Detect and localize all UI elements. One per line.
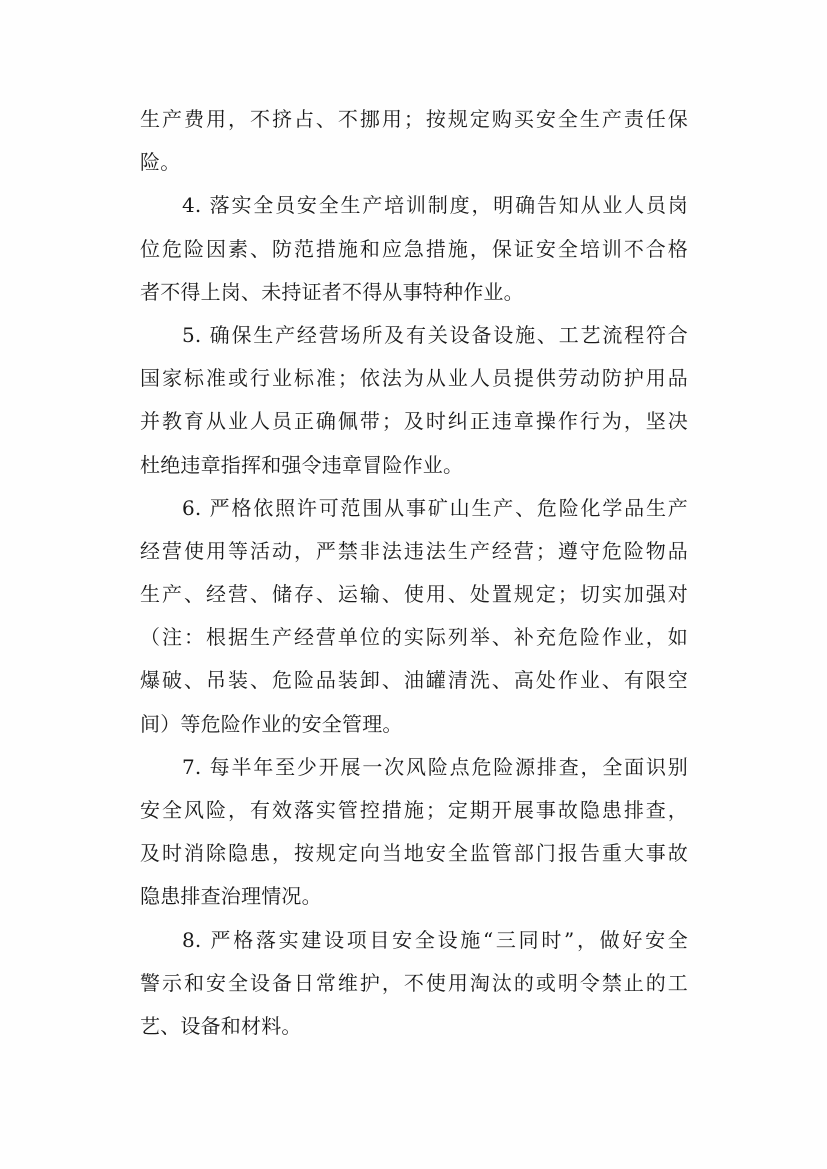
paragraph-line: 杜绝违章指挥和强令违章冒险作业。 bbox=[140, 452, 464, 477]
paragraph-line: 者不得上岗、未持证者不得从事特种作业。 bbox=[140, 279, 524, 304]
paragraph-line: 险。 bbox=[140, 150, 181, 175]
paragraph-line: 4. 落实全员安全生产培训制度，明确告知从业人员岗 bbox=[182, 193, 688, 218]
paragraph-line: 警示和安全设备日常维护，不使用淘汰的或明令禁止的工 bbox=[140, 970, 688, 995]
paragraph-item-8 bbox=[140, 919, 688, 1049]
paragraph-item-6 bbox=[140, 487, 688, 746]
paragraph-line: 国家标准或行业标准；依法为从业人员提供劳动防护用品 bbox=[140, 366, 688, 391]
paragraph-line: 位危险因素、防范措施和应急措施，保证安全培训不合格 bbox=[140, 236, 688, 261]
paragraph-line: 生产、经营、储存、运输、使用、处置规定；切实加强对 bbox=[140, 582, 688, 607]
paragraph-line: 6. 严格依照许可范围从事矿山生产、危险化学品生产 bbox=[182, 495, 688, 520]
paragraph-line: （注：根据生产经营单位的实际列举、补充危险作业，如 bbox=[140, 625, 688, 650]
paragraph-line: 并教育从业人员正确佩带；及时纠正违章操作行为，坚决 bbox=[140, 409, 688, 434]
paragraph-line: 7. 每半年至少开展一次风险点危险源排查，全面识别 bbox=[182, 754, 688, 779]
paragraph-line: 爆破、吊装、危险品装卸、油罐清洗、高处作业、有限空 bbox=[140, 668, 688, 693]
paragraph-line: 艺、设备和材料。 bbox=[140, 1013, 302, 1038]
document-body bbox=[140, 98, 688, 1048]
paragraph-line: 生产费用，不挤占、不挪用；按规定购买安全生产责任保 bbox=[140, 107, 688, 131]
paragraph-item-7 bbox=[140, 746, 688, 919]
paragraph-line: 安全风险，有效落实管控措施；定期开展事故隐患排查， bbox=[140, 798, 688, 822]
paragraph-line: 经营使用等活动，严禁非法违法生产经营；遵守危险物品 bbox=[140, 538, 688, 563]
paragraph-line: 8. 严格落实建设项目安全设施“三同时”，做好安全 bbox=[182, 927, 688, 952]
paragraph-item-3-continued bbox=[140, 98, 688, 184]
paragraph-line: 隐患排查治理情况。 bbox=[140, 884, 322, 909]
paragraph-line: 间）等危险作业的安全管理。 bbox=[140, 711, 403, 736]
paragraph-line: 及时消除隐患，按规定向当地安全监管部门报告重大事故 bbox=[140, 841, 688, 866]
paragraph-line: 5. 确保生产经营场所及有关设备设施、工艺流程符合 bbox=[182, 322, 688, 347]
paragraph-item-5 bbox=[140, 314, 688, 487]
paragraph-item-4 bbox=[140, 184, 688, 314]
